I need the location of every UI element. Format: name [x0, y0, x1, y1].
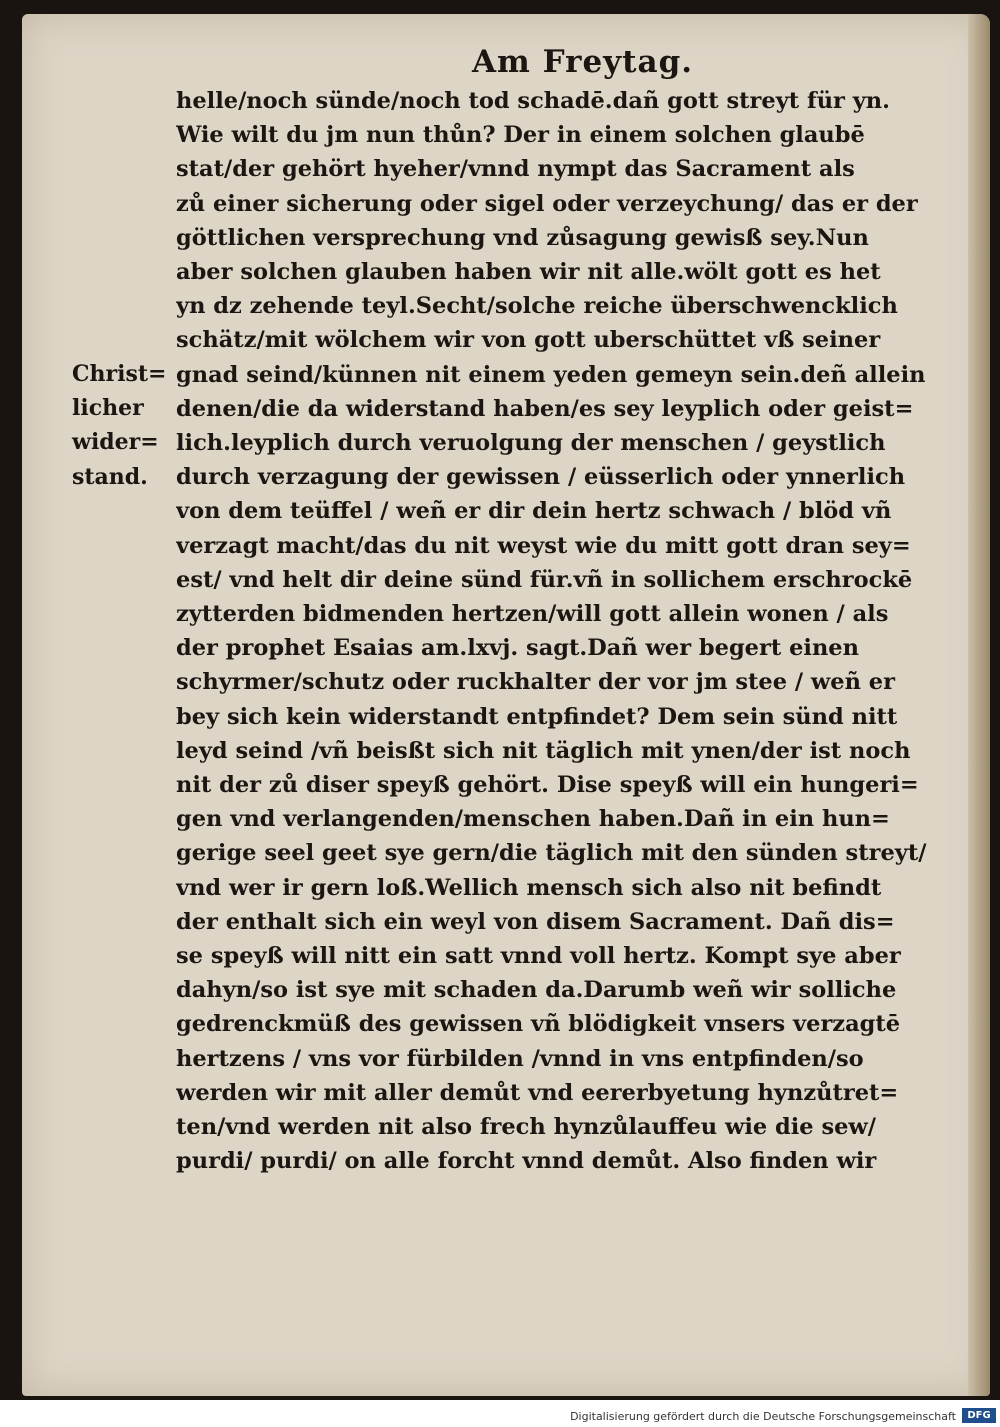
text-line: aber solchen glauben haben wir nit alle.wölt gott es het [176, 259, 881, 286]
text-line: dahyn/so ist sye mit schaden da.Darumb weñ wir solliche [176, 977, 897, 1004]
text-line: durch verzagung der gewissen / eüsserlich oder ynnerlich [176, 464, 906, 491]
text-line: est/ vnd helt dir deine sünd für.vñ in sollichem erschrockē [176, 566, 913, 593]
margin-note [72, 357, 172, 494]
margin-note-line: wider= [72, 429, 159, 456]
footer [0, 1400, 1000, 1427]
text-line: gerige seel geet sye gern/die täglich mit den sünden streyt/ [176, 840, 927, 867]
text-line: verzagt macht/das du nit weyst wie du mitt gott dran sey= [176, 532, 911, 559]
text-line: vnd wer ir gern loß.Wellich mensch sich also nit befindt [176, 874, 882, 901]
text-line: zytterden bidmenden hertzen/will gott allein wonen / als [176, 601, 889, 628]
text-line: hertzens / vns vor fürbilden /vnnd in vns entpfinden/so [176, 1045, 864, 1072]
running-head: Am Freytag. [472, 44, 694, 80]
text-line: Wie wilt du jm nun thůn? Der in einem solchen glaubē [176, 122, 865, 149]
text-line: purdi/ purdi/ on alle forcht vnnd demůt. Also finden wir [176, 1148, 877, 1175]
text-line: ten/vnd werden nit also frech hynzůlauffeu wie die sew/ [176, 1114, 877, 1141]
text-line: se speyß will nitt ein satt vnnd voll hertz. Kompt sye aber [176, 943, 901, 970]
margin-note-line: licher [72, 395, 144, 422]
text-line: denen/die da widerstand haben/es sey leyplich oder geist= [176, 395, 914, 422]
text-line: yn dz zehende teyl.Secht/solche reiche überschwencklich [176, 293, 898, 320]
text-line: göttlichen versprechung vnd zůsagung gewisß sey.Nun [176, 224, 869, 251]
text-line: bey sich kein widerstandt entpfindet? Dem sein sünd nitt [176, 703, 898, 730]
text-line: von dem teüffel / weñ er dir dein hertz schwach / blöd vñ [176, 498, 892, 525]
text-line: schyrmer/schutz oder ruckhalter der vor jm stee / weñ er [176, 669, 895, 696]
text-line: leyd seind /vñ beisßt sich nit täglich mit ynen/der ist noch [176, 737, 911, 764]
text-line: nit der zů diser speyß gehört. Dise speyß will ein hungeri= [176, 772, 919, 799]
text-line: werden wir mit aller demůt vnd eererbyetung hynzůtret= [176, 1079, 899, 1106]
text-line: stat/der gehört hyeher/vnnd nympt das Sacrament als [176, 156, 855, 183]
text-line: gedrenckmüß des gewissen vñ blödigkeit vnsers verzagtē [176, 1011, 901, 1038]
funding-credit: Digitalisierung gefördert durch die Deutsche Forschungsgemeinschaft [570, 1410, 956, 1423]
text-line: helle/noch sünde/noch tod schadē.dañ gott streyt für yn. [176, 88, 891, 114]
page-edge [968, 14, 990, 1396]
text-line: der enthalt sich ein weyl von disem Sacrament. Dañ dis= [176, 908, 895, 935]
margin-note-line: Christ= [72, 361, 167, 387]
body-text [176, 84, 928, 1179]
dfg-logo: DFG [962, 1408, 996, 1423]
margin-note-line: stand. [72, 463, 148, 490]
text-line: gen vnd verlangenden/menschen haben.Dañ in ein hun= [176, 806, 890, 833]
text-line: lich.leyplich durch veruolgung der menschen / geystlich [176, 430, 886, 457]
text-line: schätz/mit wölchem wir von gott uberschüttet vß seiner [176, 327, 881, 354]
text-line: zů einer sicherung oder sigel oder verzeychung/ das er der [176, 190, 918, 217]
text-line: der prophet Esaias am.lxvj. sagt.Dañ wer begert einen [176, 635, 859, 662]
text-line: gnad seind/künnen nit einem yeden gemeyn sein.deñ allein [176, 361, 926, 388]
